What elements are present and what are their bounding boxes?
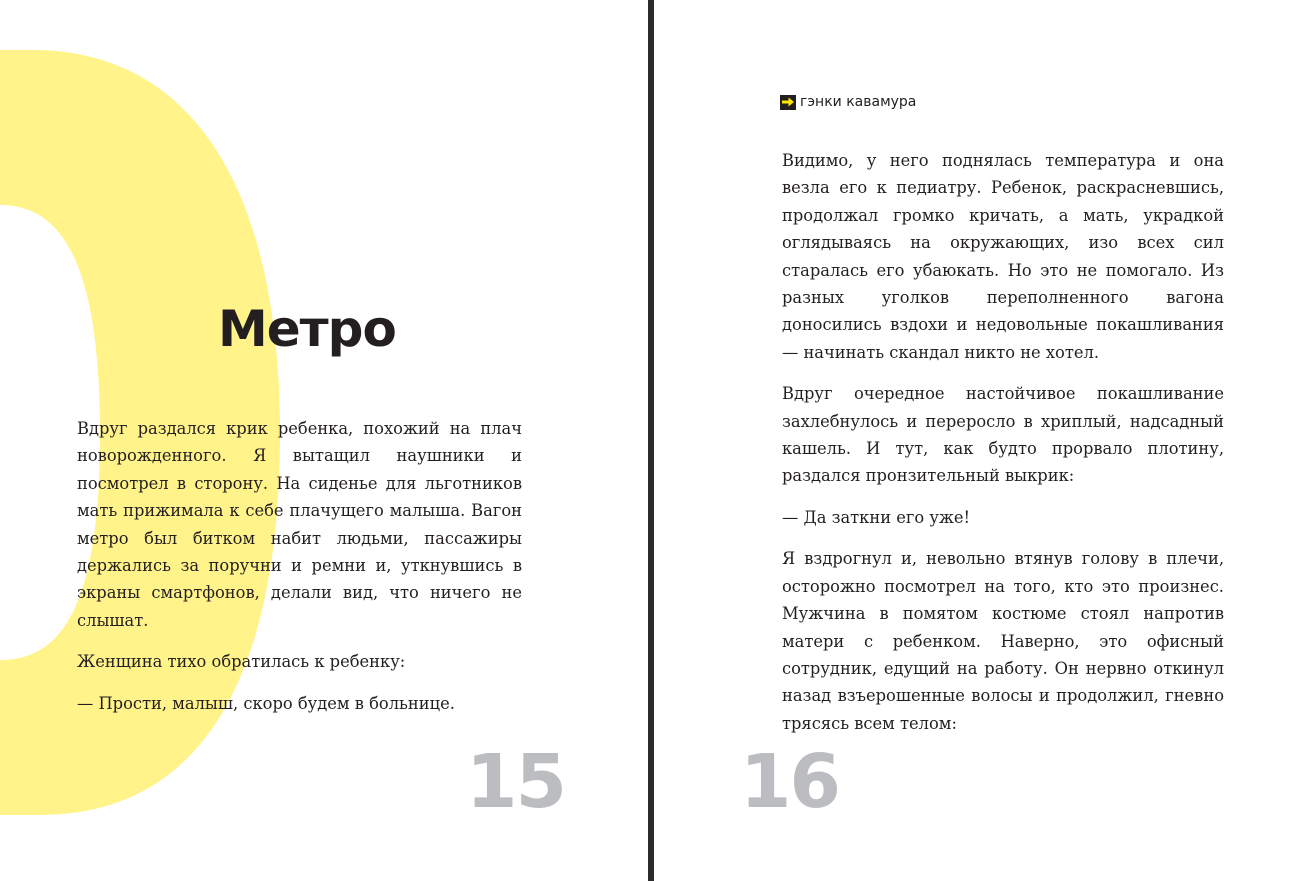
left-body-text — [77, 415, 522, 731]
paragraph: Видимо, у него поднялась температура и она везла его к педиатру. Ребенок, раскрасневшись, продолжал громко кричать, а мать, украдкой оглядываясь на окружающих, изо всех сил старалась его убаюкать. Но это не помогало. Из разных уголков переполненного вагона доносились вздохи и недовольные покашливания — начинать скандал никто не хотел. — [782, 151, 1224, 362]
running-header — [780, 94, 916, 110]
paragraph: Вдруг раздался крик ребенка, похожий на плач новорожденного. Я вытащил наушники и посмотрел в сторону. На сиденье для льготников мать прижимала к себе плачущего малыша. Вагон метро был битком набит людьми, пассажиры держались за поручни и ремни и, уткнувшись в экраны смартфонов, делали вид, что ничего не слышат. — [77, 419, 522, 630]
page-number-left: 15 — [466, 739, 565, 825]
right-body-text — [782, 147, 1224, 751]
left-page — [0, 0, 648, 881]
paragraph: Я вздрогнул и, невольно втянув голову в плечи, осторожно посмотрел на того, кто это произнес. Мужчина в помятом костюме стоял напротив матери с ребенком. Наверно, это офисный сотрудник, едущий на работу. Он нервно откинул назад взъерошенные волосы и продолжил, гневно трясясь всем телом: — [782, 549, 1224, 733]
paragraph: Женщина тихо обратилась к ребенку: — [77, 652, 406, 672]
paragraph: Вдруг очередное настойчивое покашливание захлебнулось и переросло в хриплый, надсадный кашель. И тут, как будто прорвало плотину, раздался пронзительный выкрик: — [782, 384, 1224, 486]
arrow-right-icon — [780, 95, 796, 110]
right-page — [654, 0, 1302, 881]
page-number-right: 16 — [740, 739, 839, 825]
paragraph: — Прости, малыш, скоро будем в больнице. — [77, 693, 455, 713]
paragraph: — Да заткни его уже! — [782, 507, 971, 527]
chapter-title: Метро — [218, 300, 396, 358]
author-name: гэнки кавамура — [800, 94, 917, 110]
